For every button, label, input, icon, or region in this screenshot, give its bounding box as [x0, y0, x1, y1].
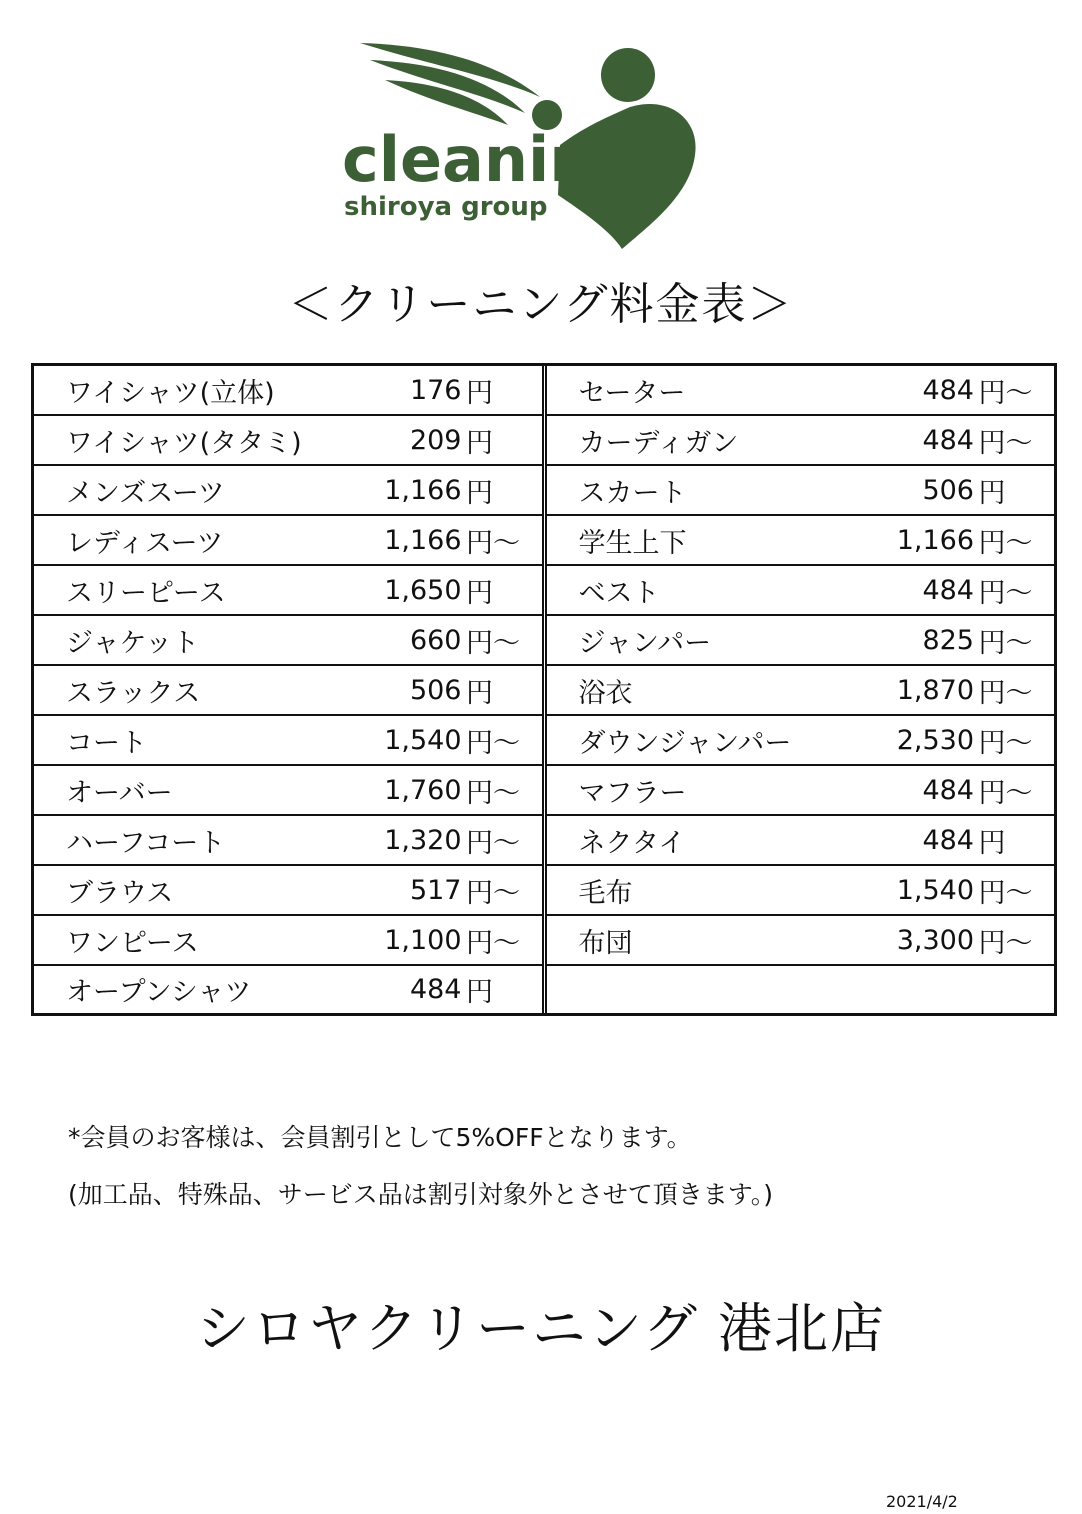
item-price: 1,320	[384, 824, 462, 856]
item-name: ジャンパー	[578, 627, 712, 659]
item-name: ネクタイ	[578, 827, 686, 859]
item-price: 1,540	[896, 874, 974, 906]
price-unit: 円～	[466, 627, 520, 659]
table-row	[547, 816, 1055, 866]
table-row	[34, 466, 542, 516]
item-name: ワイシャツ(タタミ)	[66, 427, 302, 459]
item-price: 484	[922, 424, 974, 456]
item-name: オーバー	[66, 777, 173, 809]
member-discount-note: *会員のお客様は、会員割引として5%OFFとなります。	[68, 1123, 692, 1152]
table-row	[34, 616, 542, 666]
price-table	[31, 363, 1057, 1016]
price-unit: 円～	[466, 727, 520, 759]
table-row	[547, 716, 1055, 766]
table-row	[34, 816, 542, 866]
shop-name: シロヤクリーニング 港北店	[195, 1297, 887, 1360]
item-price: 506	[922, 474, 974, 506]
price-unit: 円～	[978, 577, 1033, 609]
price-unit: 円～	[978, 527, 1033, 559]
table-row	[34, 666, 542, 716]
item-price: 506	[409, 674, 462, 706]
item-price: 484	[922, 774, 974, 806]
table-row	[34, 516, 542, 566]
price-unit: 円～	[466, 877, 520, 909]
item-price: 484	[922, 374, 974, 406]
table-row	[547, 566, 1055, 616]
item-name: 布団	[578, 927, 633, 959]
item-name: 学生上下	[578, 527, 687, 559]
discount-exclusion-note: (加工品、特殊品、サービス品は割引対象外とさせて頂きます。)	[68, 1180, 774, 1209]
item-name: メンズスーツ	[66, 477, 225, 509]
item-name: ハーフコート	[66, 827, 226, 859]
table-row	[547, 616, 1055, 666]
price-unit: 円	[466, 377, 493, 409]
item-price: 484	[922, 824, 974, 856]
item-name: 毛布	[578, 877, 633, 909]
price-unit: 円～	[978, 677, 1033, 709]
price-unit: 円	[978, 477, 1006, 509]
price-unit: 円	[978, 827, 1006, 859]
price-unit: 円	[466, 427, 493, 459]
logo-sub-text: shiroya group	[344, 192, 548, 222]
item-price: 176	[409, 374, 462, 406]
price-unit: 円～	[466, 777, 520, 809]
item-price: 660	[409, 624, 462, 656]
table-row	[34, 716, 542, 766]
item-name: ブラウス	[66, 877, 174, 909]
price-unit: 円～	[978, 877, 1033, 909]
table-row	[34, 416, 542, 466]
table-row	[547, 916, 1055, 966]
price-column-right	[547, 366, 1055, 1013]
item-price: 209	[409, 424, 462, 456]
price-unit: 円	[466, 677, 493, 709]
item-name: ベスト	[578, 577, 660, 609]
item-name: セーター	[578, 377, 686, 409]
table-row	[34, 866, 542, 916]
table-row	[547, 516, 1055, 566]
table-row	[547, 366, 1055, 416]
page-title: ＜クリーニング料金表＞	[288, 279, 794, 330]
item-price: 1,540	[384, 724, 462, 756]
item-name: コート	[66, 727, 147, 759]
item-price: 484	[409, 974, 462, 1005]
price-unit: 円～	[978, 727, 1033, 759]
item-name: ワンピース	[66, 927, 199, 959]
item-price: 1,166	[384, 474, 462, 506]
item-price: 2,530	[896, 724, 974, 756]
price-column-left	[34, 366, 547, 1013]
item-price: 3,300	[896, 924, 974, 956]
item-price: 484	[922, 574, 974, 606]
price-unit: 円	[466, 577, 493, 609]
table-row	[34, 766, 542, 816]
logo-main-text: cleaning	[342, 123, 638, 196]
item-name: 浴衣	[578, 677, 633, 709]
company-logo	[330, 35, 710, 255]
item-price: 1,100	[384, 924, 462, 956]
item-price: 517	[409, 874, 462, 906]
table-row	[34, 966, 542, 1013]
item-name: レディスーツ	[66, 527, 224, 559]
item-name: カーディガン	[578, 427, 739, 459]
item-name: スカート	[578, 477, 687, 509]
item-name: スラックス	[66, 677, 201, 709]
price-unit: 円～	[978, 627, 1033, 659]
price-unit: 円～	[466, 527, 520, 559]
table-row	[34, 366, 542, 416]
table-row	[547, 866, 1055, 916]
item-price: 1,166	[384, 524, 462, 556]
price-unit: 円～	[978, 427, 1033, 459]
item-name: スリーピース	[66, 577, 226, 609]
price-unit: 円～	[978, 777, 1033, 809]
price-unit: 円～	[466, 927, 520, 959]
price-unit: 円～	[466, 827, 520, 859]
item-name: ジャケット	[66, 627, 200, 659]
logo-graphic	[330, 35, 710, 255]
item-name: ダウンジャンパー	[578, 727, 792, 759]
table-row	[547, 416, 1055, 466]
price-unit: 円～	[978, 927, 1033, 959]
price-unit: 円	[466, 977, 493, 1008]
table-row	[547, 466, 1055, 516]
item-name: ワイシャツ(立体)	[66, 377, 275, 409]
item-price: 825	[922, 624, 974, 656]
table-row	[547, 766, 1055, 816]
table-row	[34, 916, 542, 966]
table-row	[547, 666, 1055, 716]
item-price: 1,650	[384, 574, 462, 606]
item-name: マフラー	[578, 777, 687, 809]
document-date: 2021/4/2	[886, 1492, 958, 1511]
table-row	[34, 566, 542, 616]
item-name: オープンシャツ	[66, 977, 252, 1008]
table-row	[547, 966, 1055, 1013]
item-price: 1,760	[384, 774, 462, 806]
price-unit: 円	[466, 477, 493, 509]
item-price: 1,166	[896, 524, 974, 556]
price-unit: 円～	[978, 377, 1033, 409]
item-price: 1,870	[896, 674, 974, 706]
